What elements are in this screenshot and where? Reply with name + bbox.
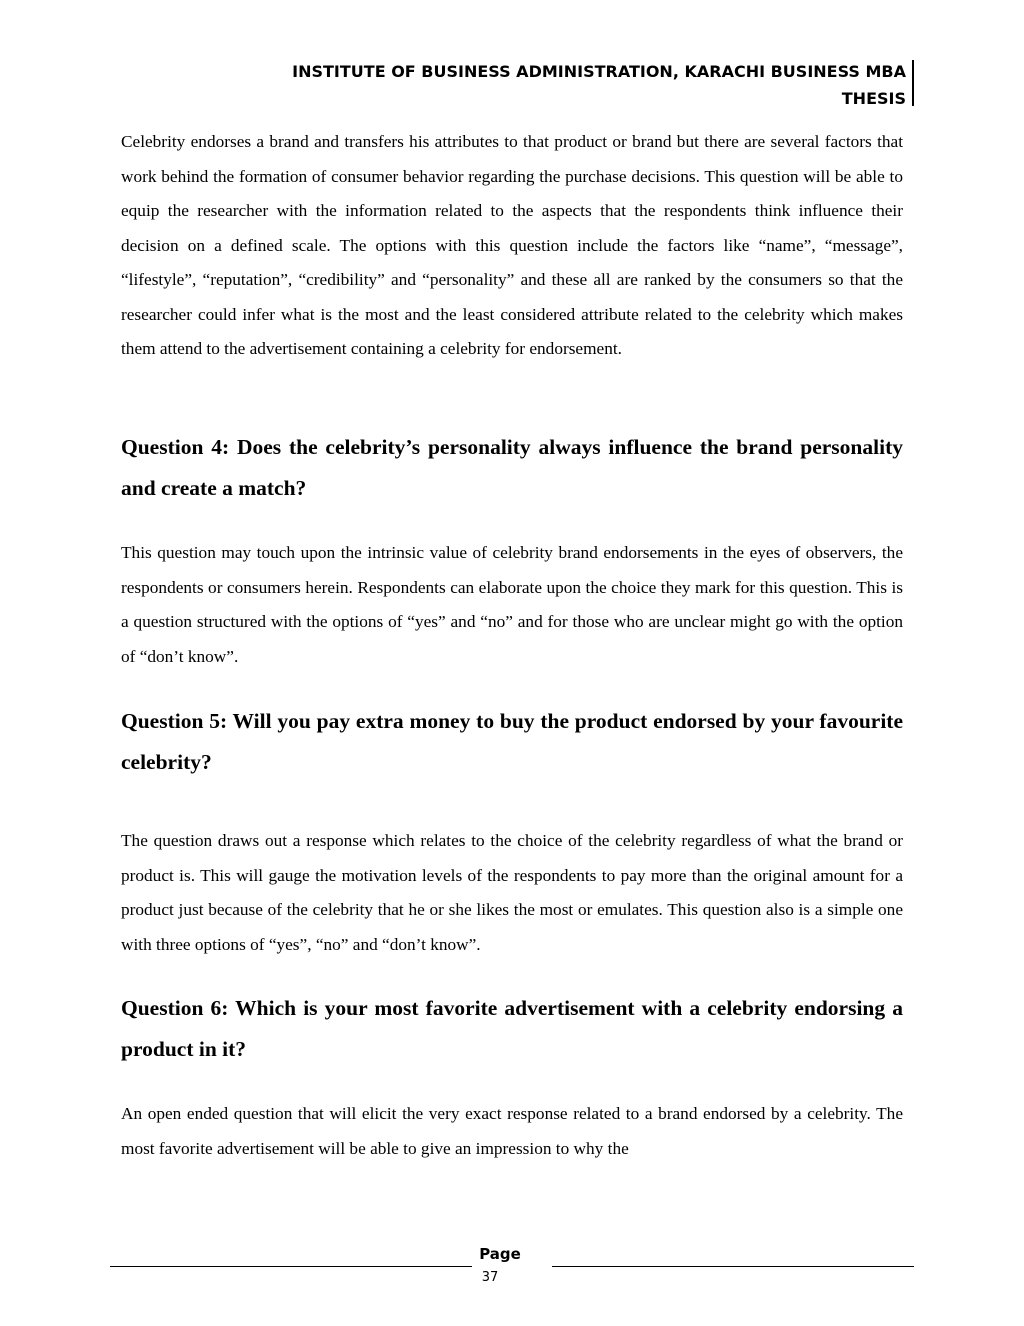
heading-question-6: Question 6: Which is your most favorite advertisement with a celebrity endorsing a product in it? [121, 996, 903, 1061]
footer-rule-left [110, 1266, 472, 1267]
footer-page-number: 37 [481, 1270, 499, 1285]
heading-question-5: Question 5: Will you pay extra money to buy the product endorsed by your favourite celebrity? [121, 709, 903, 774]
heading-question-4: Question 4: Does the celebrity’s personality always influence the brand personality and create a match? [121, 435, 903, 500]
paragraph-3: The question draws out a response which relates to the choice of the celebrity regardless of what the brand or product is. This will gauge the motivation levels of the respondents to pay more than the original amount for a product just because of the celebrity that he or she likes the most or emulates. This question also is a simple one with three options of “yes”, “no” and “don’t know”. [121, 831, 903, 954]
paragraph-4: An open ended question that will elicit the very exact response related to a brand endorsed by a celebrity. The most favorite advertisement will be able to give an impression to why the [121, 1104, 903, 1158]
footer-rule-right [552, 1266, 914, 1267]
paragraph-2: This question may touch upon the intrinsic value of celebrity brand endorsements in the eyes of observers, the respondents or consumers herein. Respondents can elaborate upon the choice they mark for this question. This is a question structured with the options of “yes” and “no” and for those who are unclear might go with the option of “don’t know”. [121, 543, 903, 666]
page-header [106, 58, 906, 112]
header-line-2: THESIS [841, 89, 906, 108]
footer-page-label: Page [479, 1245, 521, 1263]
header-vertical-rule [912, 60, 914, 106]
header-line-1: INSTITUTE OF BUSINESS ADMINISTRATION, KARACHI BUSINESS MBA [292, 62, 906, 81]
paragraph-1: Celebrity endorses a brand and transfers his attributes to that product or brand but there are several factors that work behind the formation of consumer behavior regarding the purchase decisions. This question will be able to equip the researcher with the information related to the aspects that the respondents think influence their decision on a defined scale. The options with this question include the factors like “name”, “message”, “lifestyle”, “reputation”, “credibility” and “personality” and these all are ranked by the consumers so that the researcher could infer what is the most and the least considered attribute related to the celebrity which makes them attend to the advertisement containing a celebrity for endorsement. [121, 132, 903, 358]
